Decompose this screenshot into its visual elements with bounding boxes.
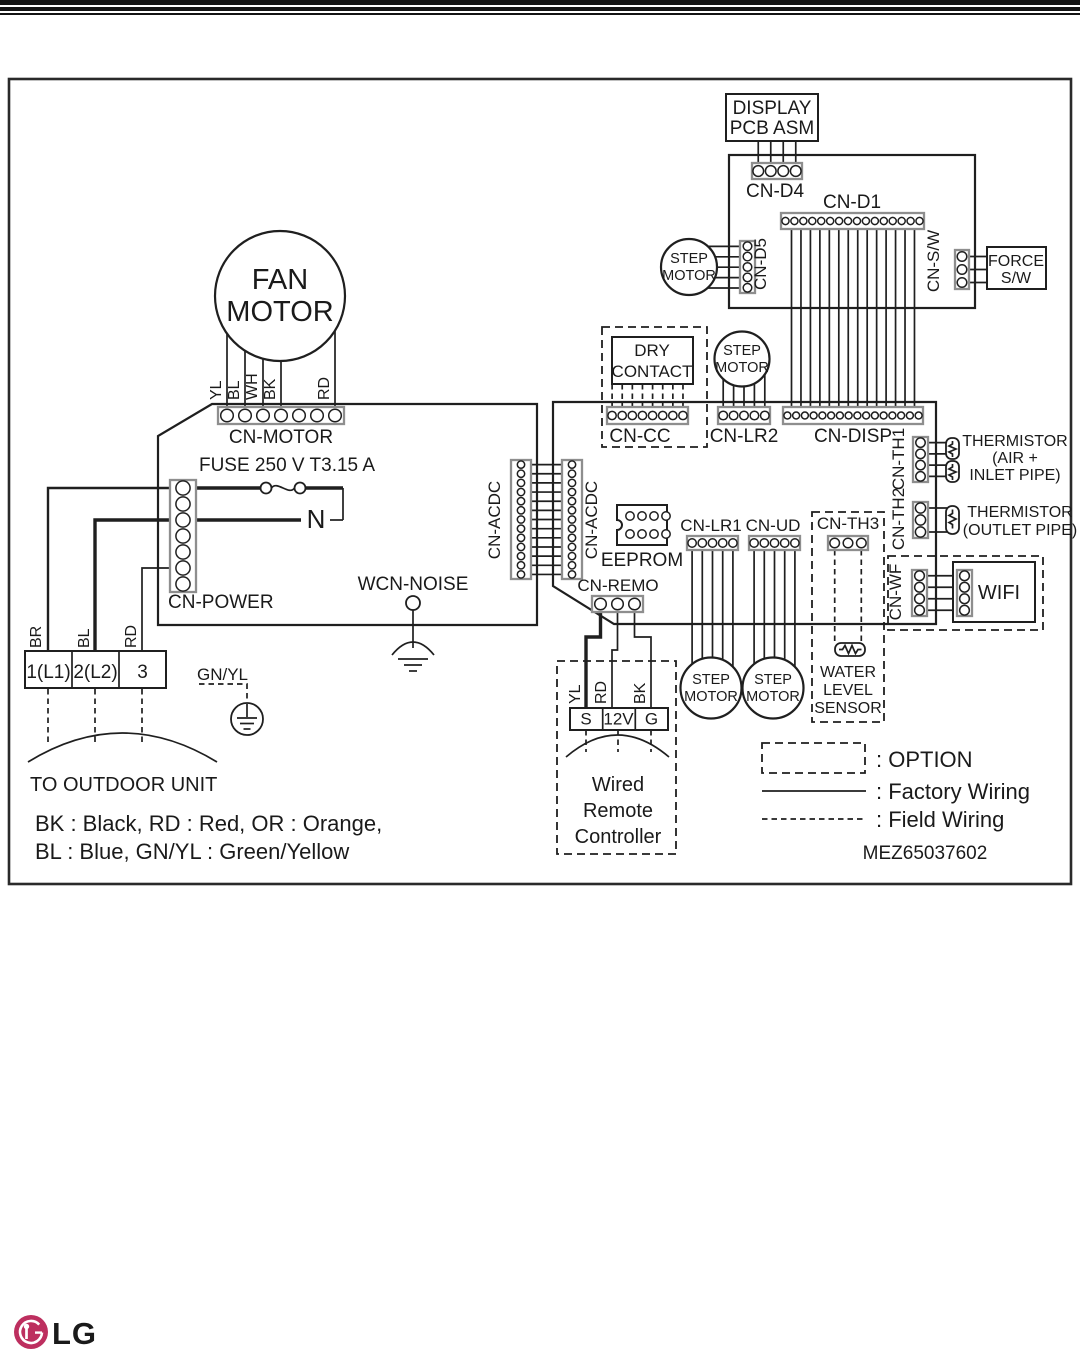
step-motor-mid-label: MOTOR: [715, 360, 769, 376]
force-sw-label: FORCE: [988, 253, 1044, 270]
wires-display-to-cnd4: [758, 141, 796, 164]
wires-cnth2-to-thermistor: [928, 508, 947, 532]
display-pcb-label: PCB ASM: [729, 118, 815, 139]
neutral-label: N: [306, 504, 326, 534]
fan-wire-yl-label: YL: [208, 380, 225, 400]
thermistor-air-label: (AIR +: [992, 450, 1038, 467]
wires-cnsw-to-forcesw: [969, 257, 987, 283]
thermistor-air-label: INLET PIPE): [969, 467, 1061, 484]
page-top-stripes: [0, 0, 1080, 15]
cn-disp-label: CN-DISP: [813, 426, 893, 447]
fan-wire-bl-label: BL: [226, 380, 243, 400]
wires-cnd1-to-cndisp: [792, 229, 915, 407]
cn-th2-label: CN-TH2: [889, 487, 908, 551]
step-motor-lr-circle: [681, 658, 742, 719]
wires-drycontact-to-cncc: [612, 384, 683, 407]
outdoor-terminal-3: 3: [137, 662, 148, 683]
eeprom-label: EEPROM: [600, 550, 684, 571]
wires-cnud-to-stepmotor: [754, 550, 795, 672]
fan-motor-label: FAN: [251, 264, 309, 296]
part-number: MEZ65037602: [862, 843, 988, 864]
water-level-label: WATER: [820, 664, 876, 681]
cn-acdc-left-label: CN-ACDC: [485, 480, 504, 560]
cn-lr1-label: CN-LR1: [680, 516, 742, 535]
wires-cnth1-to-thermistors: [928, 443, 947, 477]
remote-wire-rd-label: RD: [593, 680, 610, 704]
remote-terminal-12v: 12V: [603, 709, 634, 729]
force-sw-label: S/W: [1000, 270, 1032, 287]
eeprom-chip: [617, 505, 670, 545]
thermistor-outlet-label: THERMISTOR: [967, 504, 1073, 521]
fan-wire-bk-label: BK: [262, 378, 279, 400]
step-motor-lr-label: STEP: [692, 672, 730, 688]
thermistor-outlet-label: (OUTLET PIPE): [962, 522, 1078, 539]
wires-cnacdc-bridge: [531, 465, 562, 575]
legend-factory-label: : Factory Wiring: [876, 779, 1031, 804]
cn-d5-label: CN-D5: [751, 238, 770, 290]
remote-terminal-g: G: [644, 709, 659, 729]
fuse-symbol: [261, 483, 306, 494]
wifi-label: WIFI: [977, 582, 1021, 604]
wires-field-remote: [586, 730, 651, 752]
earth-ground-icon: [231, 703, 263, 735]
wires-cnlr1-to-stepmotor: [692, 550, 733, 672]
legend-field-label: : Field Wiring: [876, 807, 1005, 832]
thermistor-air-label: THERMISTOR: [962, 433, 1068, 450]
outdoor-wire-bl-label: BL: [76, 628, 93, 648]
fan-wire-wh-label: WH: [244, 373, 261, 400]
step-motor-ud-label: STEP: [754, 672, 792, 688]
cn-cc-label: CN-CC: [609, 426, 671, 447]
cn-wf-label: CN-WF: [886, 563, 905, 621]
legend-option-swatch: [762, 743, 865, 773]
wire-field-ground: [199, 684, 247, 703]
dry-contact-label: DRY: [634, 341, 670, 360]
lg-logo: [14, 1315, 97, 1351]
cn-d4-label: CN-D4: [746, 181, 805, 202]
display-pcb-label: DISPLAY: [732, 98, 812, 119]
outdoor-wire-br-label: BR: [28, 625, 45, 648]
outdoor-wire-rd-label: RD: [123, 624, 140, 648]
cn-power-label: CN-POWER: [168, 592, 274, 613]
cn-th3-label: CN-TH3: [816, 514, 880, 533]
step-motor-ud-circle: [743, 658, 804, 719]
to-outdoor-unit-label: TO OUTDOOR UNIT: [30, 774, 218, 796]
water-level-sensor-icon: [835, 643, 865, 656]
fan-motor-label: MOTOR: [226, 296, 334, 328]
outdoor-unit-arc: [28, 733, 217, 762]
cn-remo-label: CN-REMO: [577, 576, 659, 595]
cn-motor-label: CN-MOTOR: [228, 427, 334, 448]
wired-remote-label: Controller: [574, 826, 662, 848]
step-motor-ud-label: MOTOR: [746, 689, 800, 705]
wired-remote-label: Remote: [582, 800, 654, 822]
fan-wire-rd-label: RD: [316, 376, 333, 400]
remote-controller-arc: [566, 735, 669, 757]
step-motor-top-circle: [661, 239, 717, 295]
lg-wordmark: LG: [52, 1316, 98, 1351]
wired-remote-label: Wired: [591, 774, 645, 796]
outdoor-terminal-1: 1(L1): [26, 662, 71, 683]
step-motor-top-label: MOTOR: [662, 268, 716, 284]
step-motor-lr-label: MOTOR: [684, 689, 738, 705]
thermistor-outlet-icon: [946, 506, 959, 534]
color-code-line1: BK : Black, RD : Red, OR : Orange,: [35, 811, 383, 836]
cn-acdc-right-label: CN-ACDC: [582, 480, 601, 560]
color-code-line2: BL : Blue, GN/YL : Green/Yellow: [35, 839, 350, 864]
step-motor-top-label: STEP: [670, 251, 708, 267]
remote-wire-bk-label: BK: [632, 682, 649, 704]
outdoor-terminal-2: 2(L2): [73, 662, 118, 683]
wcn-noise-ground: [392, 596, 434, 671]
remote-wire-yl-label: YL: [567, 684, 584, 704]
cn-sw-label: CN-S/W: [924, 229, 943, 293]
thermistor-air-icon: [946, 438, 959, 482]
fuse-label: FUSE 250 V T3.15 A: [198, 455, 376, 476]
wires-cnth3-to-sensor: [835, 550, 862, 644]
cn-d1-label: CN-D1: [822, 192, 882, 213]
dry-contact-label: CONTACT: [611, 362, 693, 381]
ground-wire-label: GN/YL: [197, 665, 249, 684]
legend: [762, 743, 866, 819]
cn-ud-label: CN-UD: [745, 516, 801, 535]
step-motor-mid-circle: [715, 332, 770, 387]
cn-lr2-label: CN-LR2: [709, 426, 779, 447]
legend-option-label: : OPTION: [876, 747, 973, 772]
water-level-label: LEVEL: [823, 682, 873, 699]
step-motor-mid-label: STEP: [723, 343, 761, 359]
remote-terminal-s: S: [580, 709, 592, 729]
wcn-noise-label: WCN-NOISE: [357, 574, 469, 595]
water-level-label: SENSOR: [814, 700, 882, 717]
cn-th1-label: CN-TH1: [889, 427, 908, 491]
